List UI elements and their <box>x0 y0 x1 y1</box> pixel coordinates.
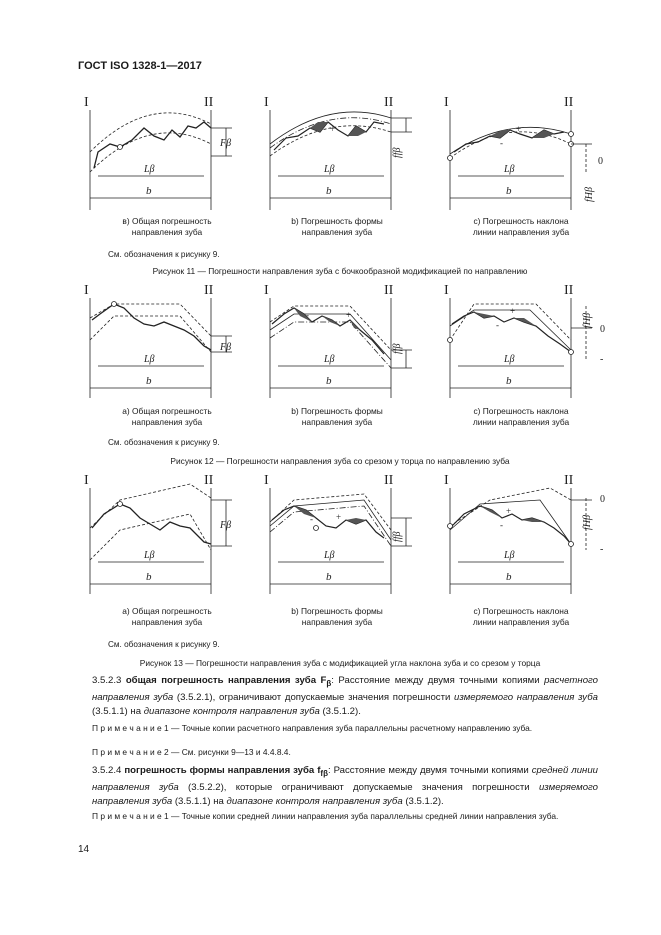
see-note: См. обозначения к рисунку 9. <box>108 640 220 649</box>
figure-12-svg <box>80 280 605 400</box>
figure-13-diagrams <box>80 470 605 600</box>
fig13-panel-a <box>84 473 232 594</box>
minus-label: - <box>310 514 313 524</box>
figure-13-svg <box>80 470 605 600</box>
plus-label: + <box>516 124 522 134</box>
fig12-caption-a <box>92 406 242 428</box>
text: (3.5.1.1) на <box>172 795 227 807</box>
roman-II-label: II <box>204 95 214 110</box>
figure-13-title: Рисунок 13 — Погрешности направления зуба с модификацией угла наклона зуба и со срезом у торца <box>139 658 541 668</box>
f-H-beta-label: fHβ <box>582 313 593 328</box>
fig13-caption-b <box>262 606 412 628</box>
roman-II-label: II <box>204 473 214 488</box>
L-beta-label: Lβ <box>504 354 515 365</box>
b-label: b <box>146 375 152 387</box>
roman-II-label: II <box>204 283 214 298</box>
roman-II-label: II <box>564 95 574 110</box>
caption-line: c) Погрешность наклона <box>473 406 569 416</box>
roman-I-label: I <box>264 473 269 488</box>
caption-line: c) Погрешность наклона <box>473 216 569 226</box>
L-beta-label: Lβ <box>504 550 515 561</box>
italic-term: измеряемого направления зуба <box>92 781 598 807</box>
plus-label: + <box>510 306 516 316</box>
b-label: b <box>146 571 152 583</box>
L-beta-label: Lβ <box>504 164 515 175</box>
section-number: 3.5.2.4 <box>92 765 122 776</box>
fig12-caption-c <box>446 406 596 428</box>
caption-line: линии направления зуба <box>472 417 570 427</box>
document-header: ГОСТ ISO 1328-1—2017 <box>78 60 202 72</box>
fig11-panel-a <box>84 95 232 210</box>
term-sub: β <box>326 678 332 688</box>
L-beta-label: Lβ <box>144 164 155 175</box>
b-label: b <box>506 375 512 387</box>
term-text: погрешность формы направления зуба f <box>124 765 321 776</box>
b-label: b <box>326 375 332 387</box>
caption-line: b) Погрешность формы <box>291 606 383 616</box>
f-H-beta-label: fHβ <box>584 187 595 202</box>
fig12-panel-a <box>84 283 232 398</box>
caption-line: а) Общая погрешность <box>122 406 212 416</box>
fig11-caption-c <box>446 216 596 238</box>
caption-line: направления зуба <box>301 617 373 627</box>
text: (3.5.1.1) на <box>92 705 144 717</box>
roman-I-label: I <box>264 283 269 298</box>
minus-label: - <box>496 320 499 330</box>
note-3-5-2-4-1: П р и м е ч а н и е 1 — Точные копии средней линии направления зуба параллельны средней линии направления зуба. <box>92 811 559 821</box>
fig13-panel-b <box>264 473 412 594</box>
plus-label: + <box>330 124 336 134</box>
roman-II-label: II <box>564 473 574 488</box>
figure-11-diagrams <box>80 92 603 212</box>
note-3-5-2-3-1: П р и м е ч а н и е 1 — Точные копии расчетного направления зуба параллельны расчетному направлению зуба. <box>92 723 533 733</box>
section-3-5-2-3 <box>92 674 598 719</box>
f-f-beta-label: ffβ <box>392 147 403 158</box>
text: (3.5.1.2). <box>319 705 361 717</box>
section-3-5-2-4 <box>92 764 598 809</box>
term <box>124 765 328 776</box>
caption-line: b) Погрешность формы <box>291 216 383 226</box>
text: (3.5.2.2), которые ограничивают допускаемые значения погрешности <box>178 781 539 793</box>
figure-11-title: Рисунок 11 — Погрешности направления зуба с бочкообразной модификацией по направлению <box>152 266 528 276</box>
L-beta-label: Lβ <box>324 354 335 365</box>
zero-label: 0 <box>600 494 605 505</box>
fig11-panel-c <box>444 95 603 210</box>
text: (3.5.1.2). <box>402 795 444 807</box>
minus-label: - <box>500 520 503 530</box>
minus-label: - <box>306 310 309 320</box>
zero-label: 0 <box>600 324 605 335</box>
fig12-panel-c <box>444 283 605 398</box>
f-H-beta-label: fHβ <box>582 515 593 530</box>
note-3-5-2-3-2: П р и м е ч а н и е 2 — См. рисунки 9—13 и 4.4.8.4. <box>92 747 291 757</box>
minus-label: - <box>600 544 604 555</box>
term <box>126 675 331 686</box>
text: (3.5.2.1), ограничивают допускаемые значения погрешности <box>173 691 455 703</box>
caption-line: а) Общая погрешность <box>122 606 212 616</box>
f-f-beta-label: ffβ <box>392 343 403 354</box>
f-f-beta-label: ffβ <box>392 531 403 542</box>
b-label: b <box>146 185 152 197</box>
caption-line: направления зуба <box>301 417 373 427</box>
text: : Расстояние между двумя точными копиями <box>331 675 545 686</box>
roman-I-label: I <box>264 95 269 110</box>
zero-label: 0 <box>598 156 603 167</box>
fig13-panel-c <box>444 473 605 594</box>
page-number: 14 <box>78 844 90 855</box>
roman-II-label: II <box>384 95 394 110</box>
F-beta-label: Fβ <box>220 138 232 149</box>
caption-line: линии направления зуба <box>472 227 570 237</box>
caption-line: направления зуба <box>301 227 373 237</box>
fig11-panel-b <box>264 95 412 210</box>
minus-label: - <box>500 138 503 148</box>
caption-line: линии направления зуба <box>472 617 570 627</box>
roman-I-label: I <box>444 95 449 110</box>
caption-line: b) Погрешность формы <box>291 406 383 416</box>
text: : Расстояние между двумя точными копиями <box>327 765 532 776</box>
plus-label: + <box>346 310 352 320</box>
fig12-panel-b <box>264 283 412 398</box>
caption-line: направления зуба <box>131 417 203 427</box>
F-beta-label: Fβ <box>220 342 232 353</box>
F-beta-label: Fβ <box>220 520 232 531</box>
caption-line: в) Общая погрешность <box>122 216 212 226</box>
figure-12-title: Рисунок 12 — Погрешности направления зуба со срезом у торца по направлению зуба <box>170 456 510 466</box>
roman-II-label: II <box>384 473 394 488</box>
roman-I-label: I <box>84 95 89 110</box>
figure-11-svg <box>80 92 603 212</box>
b-label: b <box>506 571 512 583</box>
fig11-caption-b <box>262 216 412 238</box>
section-number: 3.5.2.3 <box>92 675 122 686</box>
caption-line: c) Погрешность наклона <box>473 606 569 616</box>
caption-line: направления зуба <box>131 617 203 627</box>
b-label: b <box>326 185 332 197</box>
minus-label: - <box>600 354 604 365</box>
fig13-caption-c <box>446 606 596 628</box>
roman-I-label: I <box>444 283 449 298</box>
roman-II-label: II <box>384 283 394 298</box>
italic-term: расчетного направления зуба <box>92 675 598 703</box>
L-beta-label: Lβ <box>144 550 155 561</box>
fig13-caption-a <box>92 606 242 628</box>
L-beta-label: Lβ <box>144 354 155 365</box>
L-beta-label: Lβ <box>324 164 335 175</box>
b-label: b <box>326 571 332 583</box>
L-beta-label: Lβ <box>324 550 335 561</box>
roman-II-label: II <box>564 283 574 298</box>
italic-term: измеряемого направления зуба <box>454 691 598 703</box>
plus-label: + <box>506 506 512 516</box>
fig12-caption-b <box>262 406 412 428</box>
roman-I-label: I <box>84 473 89 488</box>
fig11-caption-a <box>92 216 242 238</box>
roman-I-label: I <box>444 473 449 488</box>
caption-line: направления зуба <box>131 227 203 237</box>
italic-term: средней линии направления зуба <box>92 765 598 793</box>
figure-12-diagrams <box>80 280 605 400</box>
italic-term: диапазоне контроля направления зуба <box>143 705 320 717</box>
see-note: См. обозначения к рисунку 9. <box>108 250 220 259</box>
see-note: См. обозначения к рисунку 9. <box>108 438 220 447</box>
term-sub: fβ <box>320 768 328 778</box>
italic-term: диапазоне контроля направления зуба <box>226 795 403 807</box>
roman-I-label: I <box>84 283 89 298</box>
term-text: общая погрешность направления зуба F <box>125 675 327 686</box>
plus-label: + <box>336 512 342 522</box>
b-label: b <box>506 185 512 197</box>
